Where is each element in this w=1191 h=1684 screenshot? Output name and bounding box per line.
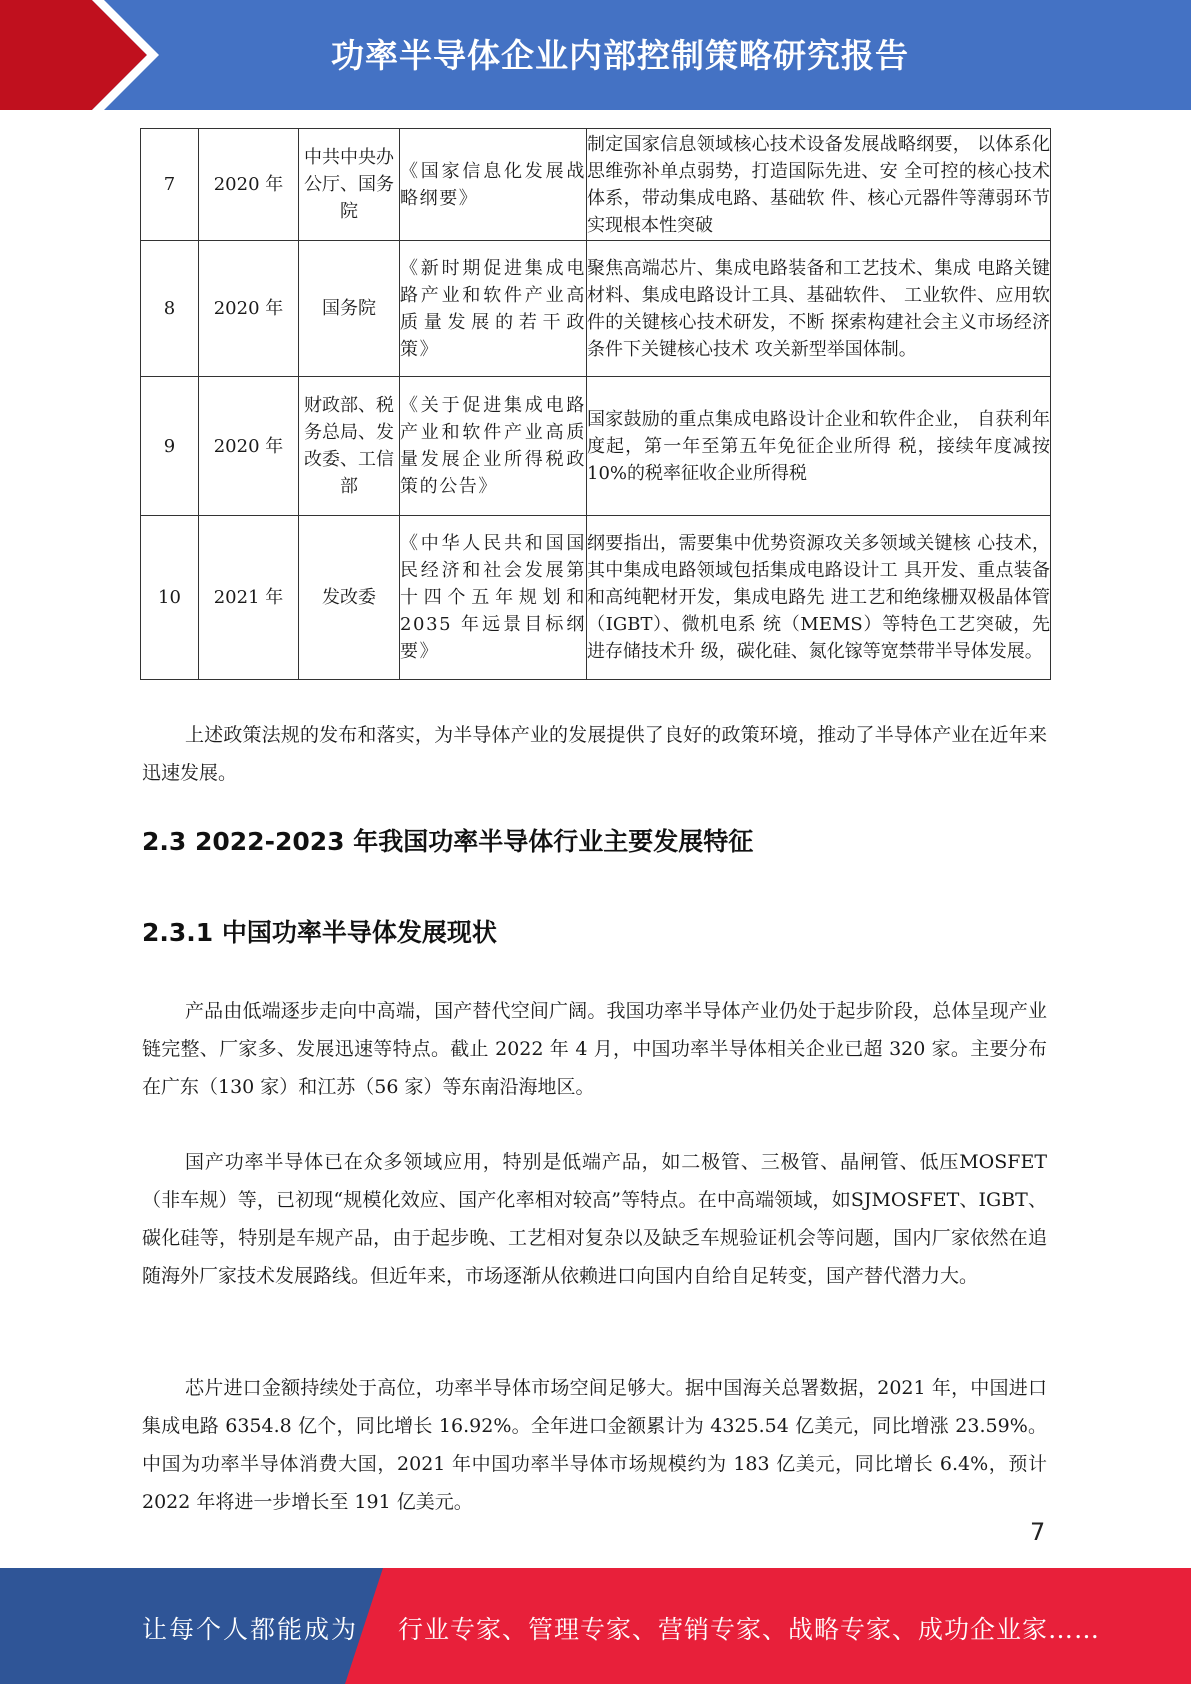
policy-summary-paragraph: 上述政策法规的发布和落实，为半导体产业的发展提供了良好的政策环境，推动了半导体产业在近年来迅速发展。 [142,724,1047,784]
row-document: 《新时期促进集成电路产业和软件产业高质量发展的若干政策》 [400,241,587,377]
row-year: 2020 年 [199,129,299,241]
table-row [141,516,1051,680]
row-document: 《国家信息化发展战略纲要》 [400,129,587,241]
paragraph-domestic-application: 国产功率半导体已在众多领域应用，特别是低端产品，如二极管、三极管、晶闸管、低压MOSFET（非车规）等，已初现“规模化效应、国产化率相对较高”等特点。在中高端领域，如SJMOSFET、IGBT、碳化硅等，特别是车规产品，由于起步晚、工艺相对复杂以及缺乏车规验证机会等问题，国内厂家依然在追随海外厂家技术发展路线。但近年来，市场逐渐从依赖进口向国内自给自足转变，国产替代潜力大。 [142,1151,1047,1287]
row-content: 纲要指出，需要集中优势资源攻关多领域关键核 心技术，其中集成电路领域包括集成电路设计工 具开发、重点装备和高纯靶材开发，集成电路先 进工艺和绝缘栅双极晶体管（IGBT）、微机电系 统（MEMS）等特色工艺突破，先进存储技术升 级，碳化硅、氮化镓等宽禁带半导体发展。 [587,516,1051,680]
row-organization: 中共中央办公厅、国务院 [299,129,400,241]
page-footer [0,1568,1191,1684]
chevron-decoration-icon [0,0,160,110]
row-content: 国家鼓励的重点集成电路设计企业和软件企业， 自获利年度起，第一年至第五年免征企业所得 税，接续年度减按 10%的税率征收企业所得税 [587,377,1051,516]
section-heading: 2.3 2022-2023 年我国功率半导体行业主要发展特征 [142,827,754,856]
row-document: 《关于促进集成电路产业和软件产业高质量发展企业所得税政策的公告》 [400,377,587,516]
page-header [0,0,1191,110]
row-number: 7 [141,129,199,241]
footer-slogan-right: 行业专家、管理专家、营销专家、战略专家、成功企业家…… [398,1615,1101,1644]
row-organization: 财政部、税务总局、发改委、工信部 [299,377,400,516]
row-number: 9 [141,377,199,516]
paragraph-development-status: 产品由低端逐步走向中高端，国产替代空间广阔。我国功率半导体产业仍处于起步阶段，总体呈现产业链完整、厂家多、发展迅速等特点。截止 2022 年 4 月，中国功率半导体相关企业已超 320 家。主要分布在广东（130 家）和江苏（56 家）等东南沿海地区。 [142,1000,1047,1098]
row-year: 2020 年 [199,241,299,377]
row-organization: 国务院 [299,241,400,377]
policy-table [140,128,1051,680]
table-row [141,377,1051,516]
row-organization: 发改委 [299,516,400,680]
paragraph-import-market: 芯片进口金额持续处于高位，功率半导体市场空间足够大。据中国海关总署数据，2021 年，中国进口集成电路 6354.8 亿个，同比增长 16.92%。全年进口金额累计为 4325.54 亿美元，同比增涨 23.59%。中国为功率半导体消费大国，2021 年中国功率半导体市场规模约为 183 亿美元，同比增长 6.4%，预计 2022 年将进一步增长至 191 亿美元。 [142,1377,1047,1513]
subsection-heading: 2.3.1 中国功率半导体发展现状 [142,918,497,947]
row-number: 10 [141,516,199,680]
table-row [141,241,1051,377]
row-number: 8 [141,241,199,377]
row-content: 聚焦高端芯片、集成电路装备和工艺技术、集成 电路关键材料、集成电路设计工具、基础软件、 工业软件、应用软件的关键核心技术研发，不断 探索构建社会主义市场经济条件下关键核心技术 攻关新型举国体制。 [587,241,1051,377]
row-year: 2021 年 [199,516,299,680]
row-year: 2020 年 [199,377,299,516]
footer-slogan-left: 让每个人都能成为 [142,1615,359,1644]
report-title: 功率半导体企业内部控制策略研究报告 [331,36,909,75]
page-number: 7 [1030,1518,1046,1546]
table-row [141,129,1051,241]
row-content: 制定国家信息领域核心技术设备发展战略纲要， 以体系化思维弥补单点弱势，打造国际先进、安 全可控的核心技术体系，带动集成电路、基础软 件、核心元器件等薄弱环节实现根本性突破 [587,129,1051,241]
row-document: 《中华人民共和国国民经济和社会发展第十四个五年规划和 2035 年远景目标纲要》 [400,516,587,680]
